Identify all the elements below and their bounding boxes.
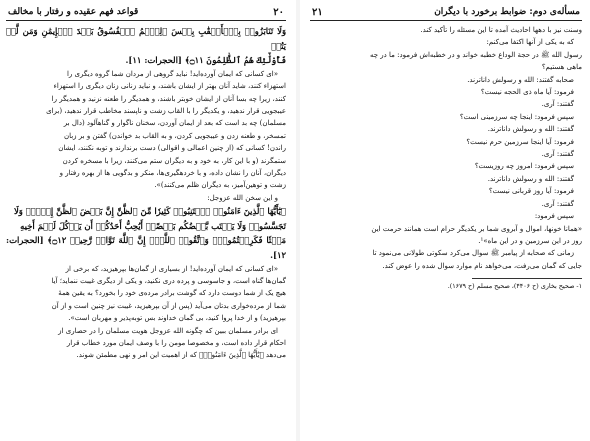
quran-verse-line: فَأُوْلَٰٓئِكَ هُمُ ٱلظَّٰلِمُونَ ۝١١﴾ [الحجرات: ۱۱]. [125,55,286,66]
text-line: گفتند: آری. [541,100,574,109]
text-line: جایی که گمان می‌رفت، می‌خواهد نام موارد سوال شده را عوض کند. [382,261,582,270]
text-line: سپس فرمود: اینجا چه سرزمینی است؟ [459,112,574,121]
text-line: فرمود: آیا اینجا سرزمین حرم نیست؟ [466,137,574,146]
left-page-number: ۲۰ [273,6,284,18]
left-page-body [6,21,286,362]
text-line: گفتند: الله و رسولش داناترند. [487,174,574,183]
text-line: شما از مرده‌خواری بدتان می‌آید (پس از آن بپرهیزید، غیبت نیز چنین است و از آن [51,301,286,310]
text-line: گفتند: آری. [541,150,574,159]
text-line: وسنت نیز با دهها احادیث آمده تا این مسئله را تأکید کند. [420,26,582,34]
right-page-body [310,21,582,272]
text-line: که به یکی از آنها اکتفا می‌کنم: [486,38,574,47]
text-line: هیچ یک از شما دوست دارد که گوشت برادر مرده‌ی خود را بخورد؟ به یقین همهٔ [58,289,286,298]
right-page-running-title: مسأله‌ی دوم: ضوابط برخورد با دیگران [434,7,580,17]
footnote-rule [472,278,582,279]
right-page-number: ۲۱ [312,6,323,18]
text-line: استهزاء کنند، شاید آنان بهتر از ایشان باشند، و نباید زنانی زنان دیگری را استهزاء [53,82,286,91]
text-line: سپس فرمود: [534,212,574,221]
quran-verse-line: ﴿يَٰٓأَيُّهَا ٱلَّذِينَ ءَامَنُوا۟ ٱجۡتَنِبُوا۟ كَثِيرٗا مِّنَ ٱلظَّنِّ إِنَّ بَعۡضَ ٱلظَّنِّ إِثۡمٞۖ وَلَا [14,206,286,217]
text-line: ستمگرند (و با این کار، به خود و به دیگران ستم می‌کنند، زیرا با مسخره کردن [62,156,286,165]
text-line: رسول الله ﷺ در حجة الوداع خطبه خواند و در خطبه‌اش فرمود: ما در چه [370,50,582,59]
left-page-running-title: قواعد فهم عقیده و رفتار با مخالف [8,7,139,17]
text-line: «ای کسانی که ایمان آورده‌اید! نباید گروهی از مردان شما گروه دیگری را [66,69,278,78]
text-line: گمان‌ها گناه است، و جاسوسی و پرده دری نکنید، و یکی از دیگری غیبت ننماید؛ آیا [51,277,286,286]
text-line: بپرهیزید) و از خدا پروا کنید، بی گمان خداوند بس توبه‌پذیر و مهربان است». [68,314,286,323]
quran-verse-line: وَلَا تَنَابَزُوا۟ بِٱلۡأَلۡقَٰبِ بِئۡسَ ٱلِٱسۡمُ ٱلۡفُسُوقُ بَعۡدَ ٱلۡإِيمَٰنِ وَمَن لَّمۡ يَتُبۡ [6,26,286,51]
text-line: احکام قرار داده است، و مخصوصا مومن را با وصف ایمان مورد خطاب قرار [66,339,286,348]
text-line: گفتند: آری. [541,199,574,208]
text-line: ماهی هستیم؟ [541,63,582,72]
right-page-footnote: ۱- صحیح بخاری (ح ۴۴۰۶)، صحیح مسلم (ح ۱۶۷۹). [447,282,582,291]
text-line: «ای کسانی که ایمان آورده‌اید! از بسیاری از گمان‌ها بپرهیزید، که برخی از [65,264,278,273]
right-page [300,0,590,441]
text-line: تمسخر، و طعنه زدن و عیبجویی کردن، و به القاب بد خواندن) گفتن و بر زبان [63,131,286,140]
quran-verse-line: تَجَسَّسُوا۟ وَلَا يَغۡتَب بَّعۡضُكُم بَعۡضًاۚ أَيُحِبُّ أَحَدُكُمۡ أَن يَأۡكُلَ لَحۡمَ أَخِيهِ [20,220,286,231]
text-line: دیگران، آنان را نشان داده، و با خردهگیری‌ها، منکر و بدگویی ها از بهره رفتار و [59,169,286,178]
text-line: صحابه گفتند: الله و رسولش داناترند. [467,75,574,84]
text-line: «همانا خونها، اموال و آبروی شما بر یکدیگر حرام است همانند حرمت این [371,224,582,233]
text-line: و این سخن الله عزوجل: [207,193,278,202]
text-line: عیبجویی قرار ندهید، و یکدیگر را با القاب زشت و ناپسند مخاطب قرار ندهید، (برای [46,107,286,115]
text-line: ای برادر مسلمان ببین که چگونه الله عزوجل هویت مسلمان را در حصاری از [58,326,278,335]
text-line: زمانی که صحابه از پیامبر ﷺ سوال می‌کرد سکوتی طولانی می‌نمود تا [372,249,574,258]
text-line: فرمود: آیا روز قربانی نیست؟ [488,187,574,196]
quran-verse-line: مَيۡتٗا فَكَرِهۡتُمُوهُۚ وَٱتَّقُوا۟ ٱللَّهَۚ إِنَّ ٱللَّهَ تَوَّابٞ رَّحِيمٞ ۝١٢﴾ [الحجرات: ۱۲]. [6,235,286,261]
text-line: کنند، زیرا چه بسا آنان از ایشان خوبتر باشند، و همدیگر را طعنه نزنید و همدیگر را [51,94,286,103]
text-line: مسلمان) چه بد است که بعد از ایمان آوردن، سخنان ناگوار و گناهآلود (دال بر [63,119,286,128]
text-line: می‌دهد ﴿يَٰٓأَيُّهَا ٱلَّذِينَ ءَامَنُوا۟﴾ که از اهمیت این امر و نهی مطمئن شوند. [76,351,286,360]
left-page-header [6,4,286,21]
text-line: روز در این سرزمین و در این ماه»¹. [478,236,582,245]
text-line: راندن! کسانی که (از چنین اعمالی و اقوالی) دست برندارند و توبه نکنند، ایشان [58,144,286,153]
text-line: فرمود: آیا ماه ذی الحجه نیست؟ [480,88,574,97]
text-line: گفتند: الله و رسولش داناترند. [487,125,574,134]
text-line: سپس فرمود: امروز چه روزیست؟ [474,162,574,171]
right-page-header [310,4,582,21]
text-line: زشت و توهین‌آمیز، به دیگران ظلم می‌کنند)». [154,181,286,190]
